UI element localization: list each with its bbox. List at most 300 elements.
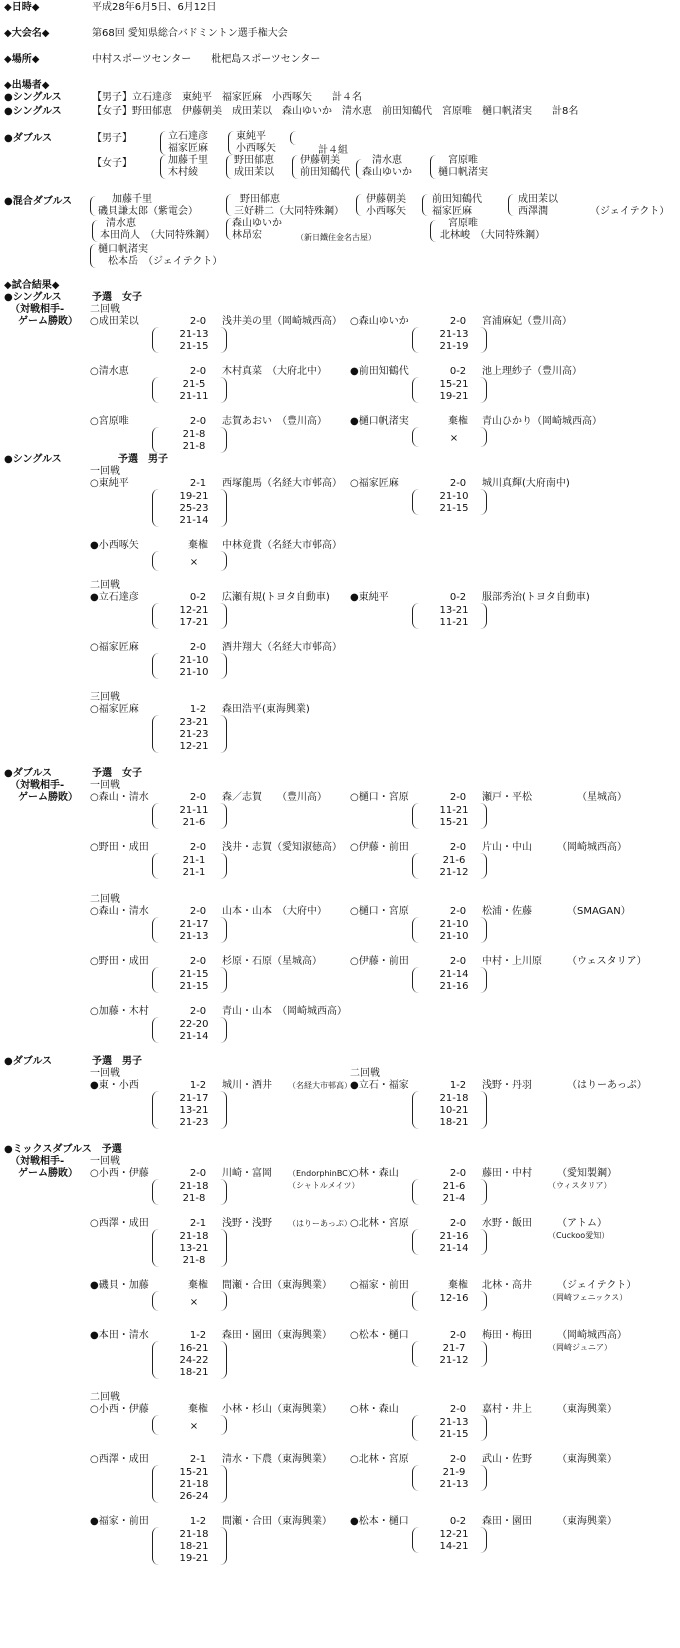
round-label: 一回戦 xyxy=(90,780,120,791)
player-name: ○加藤・木村 xyxy=(90,1006,149,1017)
player-name: ○林・森山 xyxy=(350,1168,399,1179)
score-bracket xyxy=(412,1527,419,1553)
score-bracket xyxy=(152,1527,159,1565)
player-name: ○樋口・宮原 xyxy=(350,792,409,803)
game-score: 24-22 xyxy=(179,1355,209,1366)
pair-name: 宮原唯 xyxy=(448,218,478,229)
mixed-label: ●混合ダブルス xyxy=(4,196,73,207)
score-bracket xyxy=(412,803,419,829)
game-score: 21-11 xyxy=(179,391,209,402)
round-label: 二回戦 xyxy=(90,580,120,591)
game-score: 26-24 xyxy=(179,1491,209,1502)
opponent-name: 森／志賀 （豊川高） xyxy=(222,792,327,803)
pair-name: 三好耕二（大同特殊鋼） xyxy=(234,206,344,217)
date-value: 平成28年6月5日、6月12日 xyxy=(92,2,217,13)
pair-name: 加藤千里 xyxy=(112,194,152,205)
pair-name: 本田尚人 （大同特殊鋼） xyxy=(100,230,215,241)
player-name: ●立石・福家 xyxy=(350,1080,409,1091)
score-bracket xyxy=(152,715,159,753)
pair-bracket xyxy=(430,155,436,179)
game-score: 21-15 xyxy=(179,981,209,992)
match-result: 1-2 xyxy=(449,1080,467,1091)
event-label: ◆大会名◆ xyxy=(4,28,50,39)
section-label: ●ミックスダブルス 予選 xyxy=(4,1144,122,1155)
match-result: 0-2 xyxy=(449,592,467,603)
score-bracket xyxy=(152,1341,159,1379)
score-bracket xyxy=(152,377,159,403)
opponent-name: 中林竟貴（名経大市邨高） xyxy=(222,540,342,551)
pair-name: 林昂宏 xyxy=(232,230,262,241)
pair-name: 加藤千里 xyxy=(168,155,208,166)
game-score: 21-18 xyxy=(179,1181,209,1192)
match-result: 2-1 xyxy=(189,1218,207,1229)
opponent-name: 池上理紗子（豊川高） xyxy=(482,366,582,377)
game-score: 11-21 xyxy=(439,805,469,816)
match-result: 2-1 xyxy=(189,478,207,489)
game-score: 21-16 xyxy=(439,1231,469,1242)
player-name: ○北林・宮原 xyxy=(350,1454,409,1465)
pair-bracket xyxy=(356,194,362,216)
game-score: 21-7 xyxy=(442,1343,466,1354)
score-bracket xyxy=(152,1415,159,1435)
match-result: 2-0 xyxy=(189,842,207,853)
affiliation: （シャトルメイツ） xyxy=(288,1181,360,1190)
player-name: ○小西・伊藤 xyxy=(90,1404,149,1415)
game-score: 21-12 xyxy=(439,1355,469,1366)
player-name: ○福家匠麻 xyxy=(90,642,139,653)
player-name: ○森山・清水 xyxy=(90,906,149,917)
player-name: ○野田・成田 xyxy=(90,842,149,853)
player-name: ○伊藤・前田 xyxy=(350,956,409,967)
pair-name: 小西啄矢 xyxy=(236,143,276,154)
score-bracket xyxy=(152,1291,159,1311)
opponent-name: 北林・高井 （ジェイテクト） xyxy=(482,1280,637,1291)
player-name: ○成田茉以 xyxy=(90,316,139,327)
player-name: ○森山ゆいか xyxy=(350,316,409,327)
opponent-name: 浅野・丹羽 （はりーあっぷ） xyxy=(482,1080,647,1091)
game-score: 21-8 xyxy=(182,1193,206,1204)
round-label: 二回戦 xyxy=(90,304,120,315)
section-sublabel: ゲーム勝敗） xyxy=(18,792,78,803)
opponent-name: 間瀬・合田（東海興業） xyxy=(222,1280,332,1291)
match-result: 1-2 xyxy=(189,1330,207,1341)
opponent-name: 宮浦麻妃（豊川高） xyxy=(482,316,572,327)
score-bracket xyxy=(152,427,159,453)
match-result: 1-2 xyxy=(189,1516,207,1527)
score-bracket xyxy=(412,1415,419,1441)
pair-bracket xyxy=(226,194,232,216)
score-bracket xyxy=(152,853,159,879)
game-score: 19-21 xyxy=(439,391,469,402)
pair-bracket xyxy=(430,220,436,242)
match-result: 2-0 xyxy=(449,1404,467,1415)
pair-bracket xyxy=(92,220,98,242)
pair-name: 成田茉以 xyxy=(234,167,274,178)
game-score: 21-16 xyxy=(439,981,469,992)
opponent-name: 間瀬・合田（東海興業） xyxy=(222,1516,332,1527)
affiliation: （ウィスタリア） xyxy=(548,1181,612,1190)
player-name: ○清水恵 xyxy=(90,366,129,377)
pair-name: 木村綾 xyxy=(168,167,198,178)
game-score: 21-15 xyxy=(439,503,469,514)
player-name: ○福家匠麻 xyxy=(350,478,399,489)
match-result: 2-1 xyxy=(189,1454,207,1465)
category-label: 予選 男子 xyxy=(92,1056,142,1067)
opponent-name: 木村真菜 （大府北中） xyxy=(222,366,327,377)
game-score: 10-21 xyxy=(439,1105,469,1116)
match-result: 2-0 xyxy=(189,792,207,803)
affiliation: （はりーあっぷ） xyxy=(288,1219,352,1228)
game-score: 21-8 xyxy=(182,1255,206,1266)
match-result: 1-2 xyxy=(189,1080,207,1091)
game-score: 21-23 xyxy=(179,1117,209,1128)
opponent-name: 水野・飯田 （アトム） xyxy=(482,1218,607,1229)
round-label: 一回戦 xyxy=(90,1156,120,1167)
opponent-name: 清水・下農（東海興業） xyxy=(222,1454,332,1465)
game-score: 12-21 xyxy=(179,741,209,752)
opponent-name: 酒井翔大（名経大市邨高） xyxy=(222,642,342,653)
game-score: 21-18 xyxy=(179,1231,209,1242)
match-result: 0-2 xyxy=(449,1516,467,1527)
affiliation: （Cuckoo愛知） xyxy=(548,1231,610,1240)
game-score: 18-21 xyxy=(179,1367,209,1378)
opponent-name: 片山・中山 （岡崎城西高） xyxy=(482,842,627,853)
pair-name: 森山ゆいか xyxy=(362,167,412,178)
opponent-name: 青山・山本 （岡崎城西高） xyxy=(222,1006,347,1017)
game-score: 15-21 xyxy=(439,817,469,828)
score-bracket xyxy=(152,551,159,571)
game-score: 12-21 xyxy=(179,605,209,616)
opponent-name: 青山ひかり（岡崎城西高） xyxy=(482,416,602,427)
game-score: 12-21 xyxy=(439,1529,469,1540)
game-score: 21-10 xyxy=(439,919,469,930)
doubles-men-tag: 【男子】 xyxy=(92,133,132,144)
pair-name: 小西啄矢 xyxy=(366,206,406,217)
score-bracket xyxy=(412,967,419,993)
match-result: 2-0 xyxy=(189,1168,207,1179)
player-name: ○林・森山 xyxy=(350,1404,399,1415)
opponent-name: 川崎・富岡 xyxy=(222,1168,272,1179)
player-name: ●福家・前田 xyxy=(90,1516,149,1527)
game-score: 21-14 xyxy=(179,1031,209,1042)
section-label: ●シングルス xyxy=(4,454,62,465)
score-bracket xyxy=(152,1179,159,1205)
player-name: ●磯貝・加藤 xyxy=(90,1280,149,1291)
singles-women-label: ●シングルス xyxy=(4,106,62,117)
pair-name: 松本岳 （ジェイテクト） xyxy=(108,256,223,267)
game-score: × xyxy=(189,1297,199,1308)
pair-bracket xyxy=(228,131,234,155)
game-score: 21-18 xyxy=(179,1529,209,1540)
pair-name: 立石達彦 xyxy=(168,131,208,142)
game-score: 12-16 xyxy=(439,1293,469,1304)
opponent-name: 松浦・佐藤 （SMAGAN） xyxy=(482,906,631,917)
affiliation: （岡崎ジュニア） xyxy=(548,1343,612,1352)
player-name: ○樋口・宮原 xyxy=(350,906,409,917)
match-result: 2-0 xyxy=(189,366,207,377)
opponent-name: 浅井・志賀（愛知淑徳高） xyxy=(222,842,342,853)
affiliation: （EndorphinBC） xyxy=(288,1169,356,1178)
score-bracket xyxy=(412,1291,419,1311)
score-bracket xyxy=(412,917,419,943)
score-bracket xyxy=(152,489,159,527)
game-score: 22-20 xyxy=(179,1019,209,1030)
match-result: 棄権 xyxy=(188,540,208,551)
game-score: 21-19 xyxy=(439,341,469,352)
pair-bracket xyxy=(290,131,296,145)
player-name: ●本田・清水 xyxy=(90,1330,149,1341)
score-bracket xyxy=(152,803,159,829)
game-score: 21-12 xyxy=(439,867,469,878)
opponent-name: 小林・杉山（東海興業） xyxy=(222,1404,332,1415)
match-result: 0-2 xyxy=(449,366,467,377)
game-score: 21-6 xyxy=(442,1181,466,1192)
player-name: ○小西・伊藤 xyxy=(90,1168,149,1179)
game-score: 21-6 xyxy=(182,817,206,828)
game-score: 21-15 xyxy=(439,1429,469,1440)
opponent-name: 嘉村・井上 （東海興業） xyxy=(482,1404,617,1415)
pair-name: 野田郁恵 xyxy=(234,155,274,166)
affiliation: （新日鐵住金名古屋） xyxy=(296,233,376,242)
match-result: 棄権 xyxy=(448,416,468,427)
game-score: 21-18 xyxy=(179,1479,209,1490)
pair-name: 清水恵 xyxy=(372,155,402,166)
section-sublabel: （対戦相手- xyxy=(10,780,65,791)
score-bracket xyxy=(412,327,419,353)
singles-men-list: 【男子】立石達彦 東純平 福家匠麻 小西啄矢 計４名 xyxy=(92,92,362,103)
pair-name: 福家匠麻 xyxy=(432,206,472,217)
pair-name: 成田茉以 xyxy=(518,194,558,205)
player-name: ●東純平 xyxy=(350,592,389,603)
game-score: 21-10 xyxy=(179,667,209,678)
pair-bracket xyxy=(90,196,96,216)
score-bracket xyxy=(152,1229,159,1267)
doubles-men-total: 計４組 xyxy=(318,145,348,156)
game-score: 21-13 xyxy=(179,329,209,340)
match-result: 2-0 xyxy=(449,956,467,967)
match-result: 棄権 xyxy=(448,1280,468,1291)
match-result: 2-0 xyxy=(449,792,467,803)
game-score: 21-10 xyxy=(439,931,469,942)
score-bracket xyxy=(152,603,159,629)
section-sublabel: （対戦相手- xyxy=(10,1156,65,1167)
pair-name: 清水恵 xyxy=(106,218,136,229)
pair-name: 東純平 xyxy=(236,131,266,142)
entrants-title: ◆出場者◆ xyxy=(4,80,50,91)
game-score: 21-14 xyxy=(179,515,209,526)
player-name: ○西澤・成田 xyxy=(90,1454,149,1465)
pair-name: 西澤潤 xyxy=(518,206,548,217)
date-label: ◆日時◆ xyxy=(4,2,40,13)
game-score: 21-1 xyxy=(182,855,206,866)
game-score: 21-4 xyxy=(442,1193,466,1204)
player-name: ●松本・樋口 xyxy=(350,1516,409,1527)
round-label: 二回戦 xyxy=(90,894,120,905)
game-score: 23-21 xyxy=(179,717,209,728)
match-result: 2-0 xyxy=(189,642,207,653)
singles-women-list: 【女子】野田郁恵 伊藤朝美 成田茉以 森山ゆいか 清水恵 前田知鶴代 宮原唯 樋口帆渚実 計8名 xyxy=(92,106,579,117)
section-label: ●ダブルス xyxy=(4,768,53,779)
affiliation: （岡崎フェニックス） xyxy=(548,1293,628,1302)
game-score: 21-6 xyxy=(442,855,466,866)
score-bracket xyxy=(412,1091,419,1129)
opponent-name: 城川・酒井 xyxy=(222,1080,272,1091)
score-bracket xyxy=(412,1465,419,1491)
opponent-name: 森田・園田（東海興業） xyxy=(222,1330,332,1341)
game-score: 21-13 xyxy=(439,329,469,340)
player-name: ●前田知鶴代 xyxy=(350,366,409,377)
section-sublabel: ゲーム勝敗） xyxy=(18,1168,78,1179)
round-label: 三回戦 xyxy=(90,692,120,703)
category-label: 予選 女子 xyxy=(92,768,142,779)
match-result: 2-0 xyxy=(449,1168,467,1179)
score-bracket xyxy=(412,603,419,629)
game-score: 21-18 xyxy=(439,1093,469,1104)
game-score: 21-17 xyxy=(179,919,209,930)
match-result: 2-0 xyxy=(449,1330,467,1341)
game-score: × xyxy=(449,433,459,444)
match-result: 2-0 xyxy=(449,316,467,327)
pair-name: 伊藤朝美 xyxy=(366,194,406,205)
game-score: 21-13 xyxy=(439,1479,469,1490)
pair-name: 樋口帆渚実 xyxy=(438,167,488,178)
opponent-name: 武山・佐野 （東海興業） xyxy=(482,1454,617,1465)
opponent-name: 服部秀治(トヨタ自動車) xyxy=(482,592,590,603)
game-score: 21-1 xyxy=(182,867,206,878)
opponent-name: 藤田・中村 （愛知製鋼） xyxy=(482,1168,617,1179)
opponent-name: 森田浩平(東海興業) xyxy=(222,704,310,715)
section-label: ●ダブルス xyxy=(4,1056,53,1067)
player-name: ●樋口帆渚実 xyxy=(350,416,409,427)
pair-bracket xyxy=(90,244,96,268)
score-bracket xyxy=(152,1465,159,1503)
score-bracket xyxy=(152,967,159,993)
section-label: ●シングルス xyxy=(4,292,62,303)
game-score: 21-15 xyxy=(179,969,209,980)
match-result: 2-0 xyxy=(449,906,467,917)
game-score: 21-5 xyxy=(182,379,206,390)
match-result: 棄権 xyxy=(188,1280,208,1291)
venue-label: ◆場所◆ xyxy=(4,54,40,65)
doubles-women-tag: 【女子】 xyxy=(92,158,132,169)
section-sublabel: ゲーム勝敗） xyxy=(18,316,78,327)
match-result: 2-0 xyxy=(189,956,207,967)
opponent-name: 瀬戸・平松 （星城高） xyxy=(482,792,627,803)
pair-name: 北林峻 （大同特殊鋼） xyxy=(440,230,545,241)
pair-name: 森山ゆいか xyxy=(232,218,282,229)
player-name: ●立石達彦 xyxy=(90,592,139,603)
player-name: ○福家・前田 xyxy=(350,1280,409,1291)
player-name: ○森山・清水 xyxy=(90,792,149,803)
game-score: 21-17 xyxy=(179,1093,209,1104)
score-bracket xyxy=(412,1229,419,1255)
category-label: 予選 女子 xyxy=(92,292,142,303)
score-bracket xyxy=(152,1091,159,1129)
opponent-name: 城川真輝(大府南中) xyxy=(482,478,570,489)
player-name: ○松本・樋口 xyxy=(350,1330,409,1341)
match-result: 2-0 xyxy=(449,1218,467,1229)
singles-men-label: ●シングルス xyxy=(4,92,62,103)
player-name: ○福家匠麻 xyxy=(90,704,139,715)
event-value: 第68回 愛知県総合バドミントン選手権大会 xyxy=(92,28,288,39)
round-label: 二回戦 xyxy=(350,1068,380,1079)
game-score: 25-23 xyxy=(179,503,209,514)
game-score: × xyxy=(189,1421,199,1432)
player-name: ○伊藤・前田 xyxy=(350,842,409,853)
match-result: 2-0 xyxy=(189,416,207,427)
game-score: 21-14 xyxy=(439,1243,469,1254)
game-score: 18-21 xyxy=(439,1117,469,1128)
score-bracket xyxy=(412,1341,419,1367)
affiliation: （名経大市邨高） xyxy=(288,1081,352,1090)
game-score: 21-13 xyxy=(179,931,209,942)
pair-name: 前田知鶴代 xyxy=(300,167,350,178)
player-name: ●東・小西 xyxy=(90,1080,139,1091)
game-score: 16-21 xyxy=(179,1343,209,1354)
game-score: 21-23 xyxy=(179,729,209,740)
game-score: 17-21 xyxy=(179,617,209,628)
match-result: 2-0 xyxy=(449,478,467,489)
score-bracket xyxy=(152,1017,159,1043)
pair-bracket xyxy=(226,155,232,179)
game-score: 21-8 xyxy=(182,441,206,452)
pair-bracket xyxy=(160,131,166,155)
opponent-name: 森田・園田 （東海興業） xyxy=(482,1516,617,1527)
pair-name: 樋口帆渚実 xyxy=(98,244,148,255)
score-bracket xyxy=(152,653,159,679)
opponent-name: 杉原・石原（星城高） xyxy=(222,956,322,967)
game-score: 19-21 xyxy=(179,491,209,502)
opponent-name: 西塚龍馬（名経大市邨高） xyxy=(222,478,342,489)
round-label: 一回戦 xyxy=(90,466,120,477)
venue-value: 中村スポーツセンター 枇杷島スポーツセンター xyxy=(92,54,321,65)
score-bracket xyxy=(152,327,159,353)
game-score: × xyxy=(189,557,199,568)
game-score: 21-10 xyxy=(179,655,209,666)
pair-name: 前田知鶴代 xyxy=(432,194,482,205)
pair-name: 磯貝謙太郎（紫電会） xyxy=(98,206,198,217)
player-name: ○東純平 xyxy=(90,478,129,489)
game-score: 21-13 xyxy=(439,1417,469,1428)
game-score: 21-8 xyxy=(182,429,206,440)
pair-name: 野田郁恵 xyxy=(240,194,280,205)
match-result: 2-0 xyxy=(189,906,207,917)
match-result: 2-0 xyxy=(449,842,467,853)
game-score: 13-21 xyxy=(439,605,469,616)
section-sublabel: （対戦相手- xyxy=(10,304,65,315)
game-score: 19-21 xyxy=(179,1553,209,1564)
match-result: 2-0 xyxy=(189,1006,207,1017)
pair-name: 宮原唯 xyxy=(448,155,478,166)
game-score: 21-10 xyxy=(439,491,469,502)
opponent-name: 梅田・梅田 （岡崎城西高） xyxy=(482,1330,627,1341)
pair-name: 福家匠麻 xyxy=(168,143,208,154)
pair-bracket xyxy=(160,155,166,179)
player-name: ○宮原唯 xyxy=(90,416,129,427)
game-score: 14-21 xyxy=(439,1541,469,1552)
game-score: 21-14 xyxy=(439,969,469,980)
score-bracket xyxy=(412,377,419,403)
opponent-name: 山本・山本 （大府中） xyxy=(222,906,327,917)
pair-bracket xyxy=(292,155,298,179)
match-result: 0-2 xyxy=(189,592,207,603)
player-name: ○西澤・成田 xyxy=(90,1218,149,1229)
game-score: 21-9 xyxy=(442,1467,466,1478)
affiliation: （ジェイテクト） xyxy=(590,206,670,217)
round-label: 一回戦 xyxy=(90,1068,120,1079)
opponent-name: 浅井美の里（岡崎城西高） xyxy=(222,316,342,327)
pair-bracket xyxy=(422,194,428,216)
